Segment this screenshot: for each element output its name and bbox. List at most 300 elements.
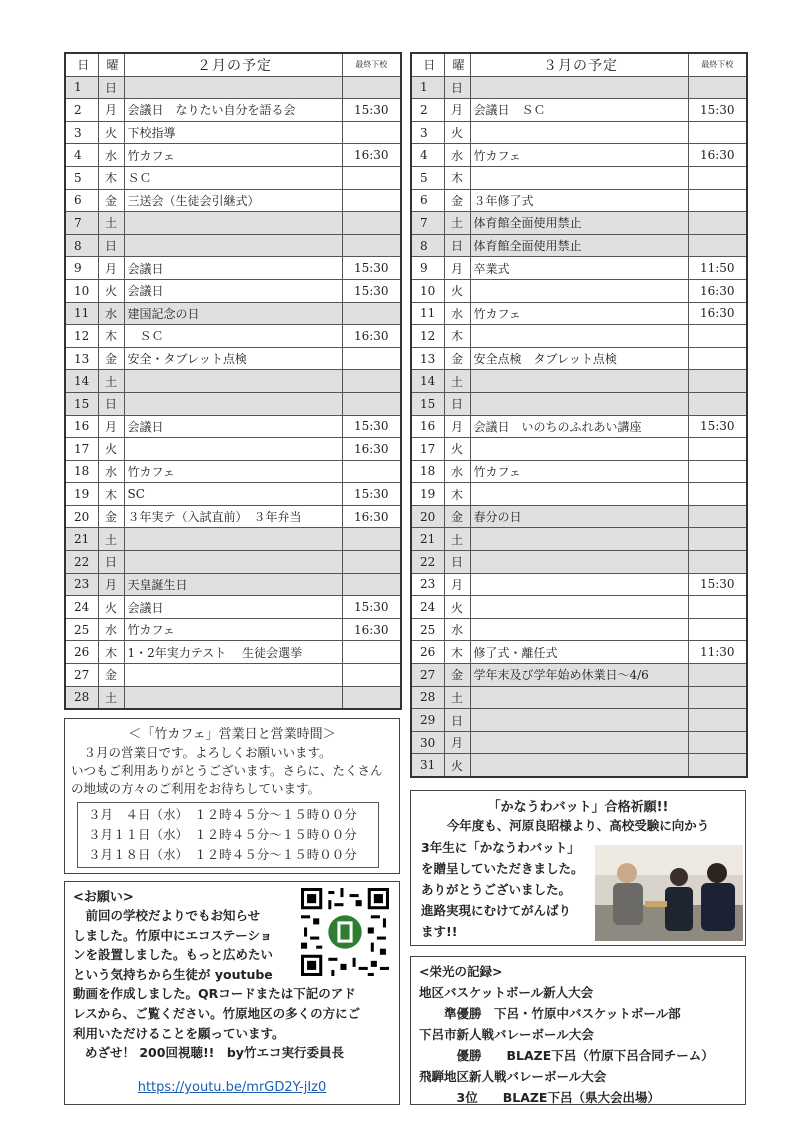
event: 1・2年実力テスト 生徒会選挙 <box>124 641 342 664</box>
schedule-row <box>411 99 747 122</box>
schedule-row <box>411 302 747 325</box>
last-dismissal-time: 15:30 <box>342 483 401 506</box>
event: 三送会（生徒会引継式） <box>124 189 342 212</box>
schedule-row <box>411 76 747 99</box>
last-dismissal-time <box>688 212 747 235</box>
day-number: 4 <box>411 144 444 167</box>
request-box <box>64 881 400 1105</box>
day-of-week: 月 <box>444 257 470 280</box>
event <box>470 121 688 144</box>
last-dismissal-time <box>688 460 747 483</box>
event: 竹カフェ <box>470 302 688 325</box>
schedule-row <box>65 121 401 144</box>
event: 建国記念の日 <box>124 302 342 325</box>
day-of-week: 月 <box>444 731 470 754</box>
event <box>124 370 342 393</box>
last-dismissal-time: 16:30 <box>342 438 401 461</box>
cafe-hours-row: ３月１８日（水） １２時４５分～１５時００分 <box>88 847 357 862</box>
day-of-week: 水 <box>98 144 124 167</box>
schedule-row <box>411 166 747 189</box>
schedule-row <box>411 189 747 212</box>
schedule-row <box>411 325 747 348</box>
schedule-row <box>411 370 747 393</box>
schedule-row <box>411 483 747 506</box>
event: 竹カフェ <box>124 144 342 167</box>
schedule-row <box>411 121 747 144</box>
schedule-row <box>65 596 401 619</box>
february-schedule-table <box>64 52 402 710</box>
last-dismissal-time <box>342 392 401 415</box>
day-of-week: 水 <box>444 144 470 167</box>
day-number: 23 <box>65 573 98 596</box>
event <box>124 438 342 461</box>
schedule-row <box>411 212 747 235</box>
event <box>470 392 688 415</box>
request-title: <お願い> <box>73 890 134 905</box>
day-number: 27 <box>65 664 98 687</box>
day-of-week: 日 <box>444 76 470 99</box>
last-dismissal-time: 16:30 <box>342 144 401 167</box>
day-of-week: 日 <box>98 76 124 99</box>
day-number: 7 <box>65 212 98 235</box>
cafe-box <box>64 718 400 874</box>
event: 安全点検 タブレット点検 <box>470 347 688 370</box>
cafe-line-3: の地域の方々のご利用をお待ちしています。 <box>71 781 321 796</box>
march-title: ３月の予定 <box>470 53 688 76</box>
day-of-week: 月 <box>98 415 124 438</box>
last-dismissal-time <box>342 573 401 596</box>
schedule-row <box>411 731 747 754</box>
day-of-week: 土 <box>98 212 124 235</box>
last-dismissal-time <box>688 370 747 393</box>
schedule-row <box>411 528 747 551</box>
event <box>124 664 342 687</box>
day-number: 6 <box>65 189 98 212</box>
day-number: 8 <box>65 234 98 257</box>
schedule-row <box>65 279 401 302</box>
day-of-week: 日 <box>444 392 470 415</box>
day-of-week: 木 <box>444 166 470 189</box>
last-dismissal-time <box>688 166 747 189</box>
event <box>470 596 688 619</box>
event <box>470 438 688 461</box>
request-line: 利用いただけることを願っています。 <box>73 1025 285 1041</box>
day-number: 19 <box>65 483 98 506</box>
schedule-row <box>411 438 747 461</box>
day-number: 1 <box>65 76 98 99</box>
schedule-row <box>65 415 401 438</box>
schedule-row <box>65 505 401 528</box>
schedule-row <box>65 392 401 415</box>
event: 春分の日 <box>470 505 688 528</box>
day-number: 25 <box>411 618 444 641</box>
day-of-week: 月 <box>98 573 124 596</box>
day-of-week: 金 <box>444 347 470 370</box>
event: ３年実テ（入試直前） ３年弁当 <box>124 505 342 528</box>
day-number: 16 <box>411 415 444 438</box>
header-dow: 曜 <box>98 53 124 76</box>
last-dismissal-time <box>342 528 401 551</box>
day-number: 29 <box>411 709 444 732</box>
event <box>124 686 342 709</box>
day-of-week: 水 <box>444 618 470 641</box>
event <box>470 551 688 574</box>
day-of-week: 月 <box>98 257 124 280</box>
award-line: 3位 BLAZE下呂（県大会出場） <box>419 1090 660 1105</box>
day-of-week: 月 <box>98 99 124 122</box>
day-of-week: 月 <box>444 415 470 438</box>
schedule-row <box>411 144 747 167</box>
day-number: 3 <box>411 121 444 144</box>
last-dismissal-time <box>688 664 747 687</box>
event <box>124 234 342 257</box>
day-of-week: 金 <box>98 347 124 370</box>
event: 竹カフェ <box>124 618 342 641</box>
day-of-week: 金 <box>444 664 470 687</box>
schedule-row <box>411 505 747 528</box>
schedule-row <box>65 302 401 325</box>
last-dismissal-time <box>688 754 747 777</box>
day-of-week: 月 <box>444 573 470 596</box>
day-number: 20 <box>411 505 444 528</box>
day-number: 10 <box>65 279 98 302</box>
event <box>470 166 688 189</box>
event: 竹カフェ <box>124 460 342 483</box>
day-number: 24 <box>65 596 98 619</box>
event <box>470 325 688 348</box>
day-of-week: 水 <box>98 618 124 641</box>
last-dismissal-time: 16:30 <box>342 618 401 641</box>
day-of-week: 火 <box>98 438 124 461</box>
event: 下校指導 <box>124 121 342 144</box>
event: 安全・タブレット点検 <box>124 347 342 370</box>
last-dismissal-time: 11:30 <box>688 641 747 664</box>
day-of-week: 金 <box>98 664 124 687</box>
cafe-line-1: ３月の営業日です。よろしくお願いいます。 <box>71 745 332 760</box>
event <box>470 483 688 506</box>
last-dismissal-time <box>688 709 747 732</box>
award-line: 優勝 BLAZE下呂（竹原下呂合同チーム） <box>419 1048 714 1063</box>
day-of-week: 金 <box>98 189 124 212</box>
schedule-row <box>411 573 747 596</box>
last-dismissal-time <box>688 618 747 641</box>
day-of-week: 土 <box>98 686 124 709</box>
day-number: 1 <box>411 76 444 99</box>
day-number: 12 <box>411 325 444 348</box>
last-dismissal-time <box>688 483 747 506</box>
day-number: 31 <box>411 754 444 777</box>
day-of-week: 木 <box>98 641 124 664</box>
event: 会議日 なりたい自分を語る会 <box>124 99 342 122</box>
schedule-row <box>411 618 747 641</box>
day-number: 14 <box>411 370 444 393</box>
kanau-line: 3年生に「かなうわバット」 <box>421 840 580 855</box>
request-line: という気持ちから生徒が youtube <box>73 966 273 982</box>
request-line: レスから、ご覧ください。竹原地区の多くの方にご <box>73 1005 361 1021</box>
event: 会議日 <box>124 415 342 438</box>
day-of-week: 日 <box>444 551 470 574</box>
day-number: 26 <box>65 641 98 664</box>
day-of-week: 水 <box>98 460 124 483</box>
last-dismissal-time <box>342 189 401 212</box>
last-dismissal-time <box>688 528 747 551</box>
header-dow: 曜 <box>444 53 470 76</box>
day-of-week: 木 <box>444 325 470 348</box>
day-number: 30 <box>411 731 444 754</box>
schedule-row <box>65 99 401 122</box>
schedule-row <box>65 551 401 574</box>
request-line: しました。竹原中にエコステーショ <box>73 927 273 943</box>
last-dismissal-time: 15:30 <box>342 99 401 122</box>
cafe-line-2: いつもご利用ありがとうございます。さらに、たくさん <box>71 763 383 778</box>
event: 会議日 ＳＣ <box>470 99 688 122</box>
event <box>470 618 688 641</box>
day-of-week: 日 <box>98 392 124 415</box>
day-number: 27 <box>411 664 444 687</box>
event: 会議日 <box>124 596 342 619</box>
day-of-week: 土 <box>98 528 124 551</box>
schedule-row <box>65 528 401 551</box>
last-dismissal-time <box>688 438 747 461</box>
event: 竹カフェ <box>470 144 688 167</box>
award-line: 地区バスケットボール新人大会 <box>419 985 594 1000</box>
day-of-week: 日 <box>98 234 124 257</box>
event <box>470 528 688 551</box>
request-line: ンを設置しました。もっと広めたい <box>73 947 274 963</box>
day-of-week: 月 <box>444 99 470 122</box>
last-dismissal-time: 15:30 <box>688 99 747 122</box>
day-number: 10 <box>411 279 444 302</box>
event: 竹カフェ <box>470 460 688 483</box>
day-of-week: 火 <box>98 279 124 302</box>
schedule-row <box>65 325 401 348</box>
event: 体育館全面使用禁止 <box>470 212 688 235</box>
event: 会議日 いのちのふれあい講座 <box>470 415 688 438</box>
kanau-line: ありがとうございました。 <box>421 882 572 897</box>
event: ＳＣ <box>124 325 342 348</box>
day-of-week: 土 <box>98 370 124 393</box>
schedule-row <box>411 709 747 732</box>
last-dismissal-time <box>342 76 401 99</box>
header-last-dismissal: 最終下校 <box>688 53 747 76</box>
last-dismissal-time: 16:30 <box>342 325 401 348</box>
day-of-week: 日 <box>444 234 470 257</box>
schedule-row <box>411 686 747 709</box>
last-dismissal-time: 11:50 <box>688 257 747 280</box>
award-line: 準優勝 下呂・竹原中バスケットボール部 <box>419 1006 681 1021</box>
cafe-hours-row: ３月 ４日（水） １２時４５分～１５時００分 <box>88 807 357 822</box>
day-of-week: 水 <box>98 302 124 325</box>
event: 会議日 <box>124 257 342 280</box>
schedule-row <box>65 234 401 257</box>
day-number: 11 <box>65 302 98 325</box>
last-dismissal-time: 16:30 <box>688 144 747 167</box>
last-dismissal-time: 15:30 <box>342 279 401 302</box>
last-dismissal-time <box>342 347 401 370</box>
day-number: 28 <box>65 686 98 709</box>
february-title: ２月の予定 <box>124 53 342 76</box>
day-number: 15 <box>411 392 444 415</box>
day-of-week: 土 <box>444 370 470 393</box>
day-number: 11 <box>411 302 444 325</box>
day-number: 19 <box>411 483 444 506</box>
last-dismissal-time <box>688 121 747 144</box>
day-of-week: 火 <box>444 121 470 144</box>
day-number: 2 <box>411 99 444 122</box>
award-line: 飛騨地区新人戦バレーボール大会 <box>419 1069 607 1084</box>
day-number: 21 <box>411 528 444 551</box>
day-of-week: 火 <box>98 596 124 619</box>
schedule-row <box>65 166 401 189</box>
last-dismissal-time <box>342 234 401 257</box>
last-dismissal-time <box>342 121 401 144</box>
day-of-week: 土 <box>444 212 470 235</box>
last-dismissal-time: 15:30 <box>342 415 401 438</box>
day-number: 14 <box>65 370 98 393</box>
event: 会議日 <box>124 279 342 302</box>
schedule-row <box>65 144 401 167</box>
schedule-row <box>65 664 401 687</box>
day-number: 4 <box>65 144 98 167</box>
last-dismissal-time <box>342 370 401 393</box>
kanau-line-1: 今年度も、河原良昭様より、高校受験に向かう <box>446 818 710 833</box>
day-number: 9 <box>65 257 98 280</box>
day-number: 5 <box>65 166 98 189</box>
event <box>470 573 688 596</box>
schedule-row <box>411 392 747 415</box>
last-dismissal-time <box>342 212 401 235</box>
schedule-row <box>65 460 401 483</box>
day-number: 13 <box>65 347 98 370</box>
day-number: 9 <box>411 257 444 280</box>
day-number: 21 <box>65 528 98 551</box>
day-number: 25 <box>65 618 98 641</box>
last-dismissal-time <box>342 686 401 709</box>
last-dismissal-time <box>342 302 401 325</box>
kanau-line: を贈呈していただきました。 <box>421 861 584 876</box>
event: ３年修了式 <box>470 189 688 212</box>
last-dismissal-time <box>688 596 747 619</box>
cafe-hours-row: ３月１１日（水） １２時４５分～１５時００分 <box>88 827 357 842</box>
last-dismissal-time: 15:30 <box>342 596 401 619</box>
day-number: 17 <box>65 438 98 461</box>
day-of-week: 金 <box>444 189 470 212</box>
march-schedule-table <box>410 52 748 778</box>
schedule-row <box>65 573 401 596</box>
day-number: 6 <box>411 189 444 212</box>
day-number: 22 <box>65 551 98 574</box>
day-of-week: 火 <box>444 279 470 302</box>
schedule-row <box>411 551 747 574</box>
last-dismissal-time <box>688 325 747 348</box>
last-dismissal-time <box>342 166 401 189</box>
day-of-week: 火 <box>98 121 124 144</box>
last-dismissal-time: 16:30 <box>688 279 747 302</box>
last-dismissal-time <box>342 641 401 664</box>
schedule-row <box>411 257 747 280</box>
day-number: 18 <box>65 460 98 483</box>
event <box>470 76 688 99</box>
event: ＳＣ <box>124 166 342 189</box>
schedule-row <box>65 483 401 506</box>
last-dismissal-time: 15:30 <box>342 257 401 280</box>
header-day: 日 <box>65 53 98 76</box>
day-of-week: 金 <box>444 505 470 528</box>
day-number: 26 <box>411 641 444 664</box>
day-of-week: 火 <box>444 438 470 461</box>
day-number: 28 <box>411 686 444 709</box>
day-number: 7 <box>411 212 444 235</box>
schedule-row <box>65 212 401 235</box>
event: 卒業式 <box>470 257 688 280</box>
event <box>124 392 342 415</box>
event <box>124 212 342 235</box>
awards-box <box>410 956 746 1105</box>
event: 学年末及び学年始め休業日～4/6 <box>470 664 688 687</box>
day-number: 20 <box>65 505 98 528</box>
last-dismissal-time <box>342 664 401 687</box>
last-dismissal-time <box>688 347 747 370</box>
kanau-title: 「かなうわバット」合格祈願!! <box>487 800 669 815</box>
event: 体育館全面使用禁止 <box>470 234 688 257</box>
schedule-row <box>65 370 401 393</box>
schedule-row <box>65 76 401 99</box>
day-number: 22 <box>411 551 444 574</box>
kanau-line: ます!! <box>421 924 458 939</box>
last-dismissal-time: 16:30 <box>688 302 747 325</box>
youtube-link[interactable]: https://youtu.be/mrGD2Y-jIz0 <box>137 1080 327 1095</box>
kanau-line: 進路実現にむけてがんばり <box>421 903 572 918</box>
last-dismissal-time <box>688 76 747 99</box>
day-number: 8 <box>411 234 444 257</box>
last-dismissal-time: 16:30 <box>342 505 401 528</box>
day-number: 13 <box>411 347 444 370</box>
request-line: 前回の学校だよりでもお知らせ <box>73 908 261 923</box>
last-dismissal-time <box>688 551 747 574</box>
award-line: 下呂市新人戦バレーボール大会 <box>419 1027 594 1042</box>
day-of-week: 木 <box>444 483 470 506</box>
schedule-row <box>411 234 747 257</box>
day-of-week: 木 <box>98 325 124 348</box>
day-of-week: 火 <box>444 754 470 777</box>
presentation-photo <box>595 845 743 941</box>
day-number: 16 <box>65 415 98 438</box>
schedule-row <box>411 596 747 619</box>
day-number: 23 <box>411 573 444 596</box>
last-dismissal-time <box>688 392 747 415</box>
kanau-bat-box <box>410 790 746 946</box>
cafe-hours <box>77 802 379 868</box>
day-number: 2 <box>65 99 98 122</box>
day-number: 18 <box>411 460 444 483</box>
schedule-row <box>411 460 747 483</box>
event <box>470 754 688 777</box>
event <box>470 279 688 302</box>
day-of-week: 日 <box>444 709 470 732</box>
schedule-row <box>65 438 401 461</box>
last-dismissal-time <box>688 234 747 257</box>
event <box>124 551 342 574</box>
last-dismissal-time <box>688 686 747 709</box>
schedule-row <box>411 664 747 687</box>
day-of-week: 水 <box>444 460 470 483</box>
schedule-row <box>65 686 401 709</box>
day-of-week: 土 <box>444 686 470 709</box>
request-line: めざせ！ 200回視聴!! by竹エコ実行委員長 <box>85 1045 344 1061</box>
last-dismissal-time <box>342 551 401 574</box>
schedule-row <box>411 279 747 302</box>
day-number: 3 <box>65 121 98 144</box>
